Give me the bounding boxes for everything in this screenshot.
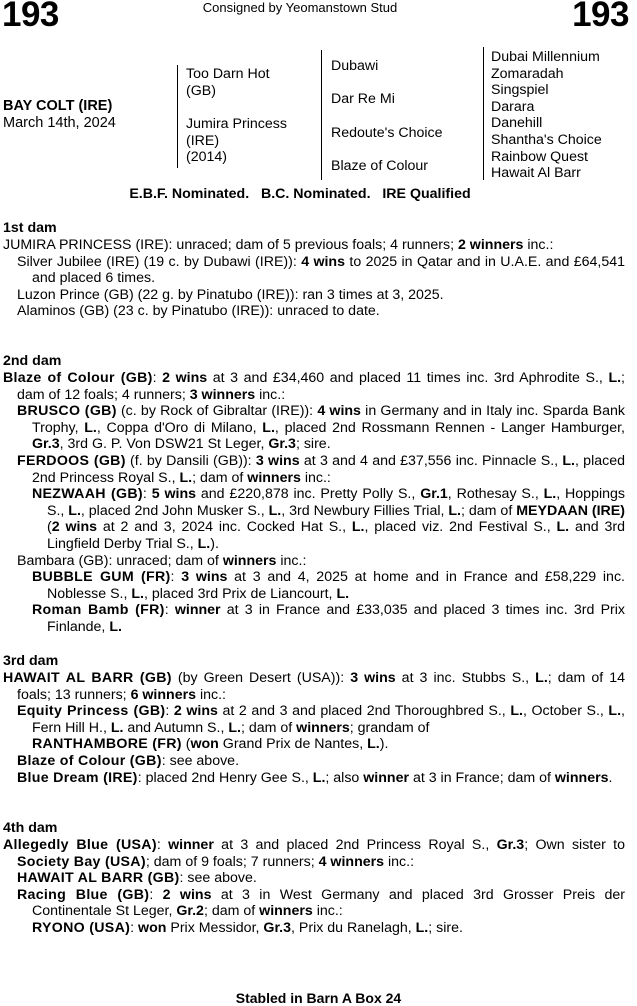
dam-entry: HAWAIT AL BARR (GB) (by Green Desert (USA)): 3 wins at 3 inc. Stubbs S., L.; dam of 14 foals; 13 runners; 6 winners inc.:: [3, 670, 626, 703]
produce-entry: Blue Dream (IRE): placed 2nd Henry Gee S., L.; also winner at 3 in France; dam of winners.: [17, 769, 613, 786]
produce-entry: Blaze of Colour (GB): see above.: [17, 752, 240, 769]
first-dam-heading: 1st dam: [3, 220, 57, 236]
great-grandparent: Hawait Al Barr: [491, 165, 581, 182]
dam-year: (2014): [186, 149, 228, 166]
great-grandparent: Shantha's Choice: [491, 131, 602, 148]
dam-entry: Blaze of Colour (GB): 2 wins at 3 and £34,460 and placed 11 times inc. 3rd Aphrodite S., L.; dam of 12 foals; 4 runners; 3 winners inc.:: [3, 370, 625, 403]
great-grandparent: Darara: [491, 98, 535, 115]
third-dam-heading: 3rd dam: [3, 653, 59, 669]
grandparent-4: Blaze of Colour: [331, 158, 428, 174]
fourth-dam-heading: 4th dam: [3, 820, 58, 836]
dam-country: (IRE): [186, 132, 220, 149]
produce-entry: RANTHAMBORE (FR) (won Grand Prix de Nantes, L.).: [32, 736, 389, 753]
great-grandparent: Zomaradah: [491, 65, 564, 82]
great-grandparent: Rainbow Quest: [491, 148, 588, 165]
stabled-info: Stabled in Barn A Box 24: [235, 990, 402, 1006]
produce-entry: Alaminos (GB) (23 c. by Pinatubo (IRE)): unraced to date.: [17, 303, 380, 320]
produce-entry: Bambara (GB): unraced; dam of winners inc.:: [17, 552, 307, 569]
grandparent-3: Redoute's Choice: [331, 125, 443, 141]
pedigree-bracket-2: [321, 50, 322, 180]
lot-number-left: 193: [2, 0, 59, 34]
produce-entry: RYONO (USA): won Prix Messidor, Gr.3, Prix du Ranelagh, L.; sire.: [32, 919, 463, 936]
pedigree-bracket-3: [483, 47, 484, 180]
consignor: Consigned by Yeomanstown Stud: [202, 0, 398, 15]
grandparent-2: Dar Re Mi: [331, 91, 395, 107]
sire-name: Too Darn Hot: [186, 66, 270, 82]
produce-entry: Luzon Prince (GB) (22 g. by Pinatubo (IRE)): ran 3 times at 3, 2025.: [17, 286, 444, 303]
produce-entry: Racing Blue (GB): 2 wins at 3 in West Germany and placed 3rd Grosser Preis der Continentale St Leger, Gr.2; dam of winners inc.:: [17, 886, 626, 920]
fourth-dam-block: [3, 837, 625, 937]
produce-entry: NEZWAAH (GB): 5 wins and £220,878 inc. Pretty Polly S., Gr.1, Rothesay S., L., Hoppings S., L., placed 2nd John Musker S., L., 3rd Newbury Fillies Trial, L.; dam of MEYDAAN (IRE) (2 wins at 2 and 3, 2024 inc. Cocked Hat S., L., placed viz. 2nd Festival S., L. and 3rd Lingfield Derby Trial S., L.).: [32, 486, 625, 552]
third-dam-block: [3, 670, 625, 786]
produce-entry: Equity Princess (GB): 2 wins at 2 and 3 and placed 2nd Thoroughbred S., L., October S., L., Fern Hill H., L. and Autumn S., L.; dam of winners; grandam of: [17, 703, 625, 736]
lot-number-right: 193: [572, 0, 629, 34]
produce-entry: BRUSCO (GB) (c. by Rock of Gibraltar (IRE)): 4 wins in Germany and in Italy inc. Sparda Bank Trophy, L., Coppa d'Oro di Milano, L., placed 2nd Rossmann Rennen - Langer Hamburger, Gr.3, 3rd G. P. Von DSW21 St Leger, Gr.3; sire.: [17, 403, 625, 453]
produce-entry: Silver Jubilee (IRE) (19 c. by Dubawi (IRE)): 4 wins to 2025 in Qatar and in U.A.E. and £64,541 and placed 6 times.: [17, 253, 625, 287]
great-grandparent: Singspiel: [491, 82, 549, 99]
dam: [186, 116, 287, 166]
dam-entry: Allegedly Blue (USA): winner at 3 and placed 2nd Princess Royal S., Gr.3; Own sister to Society Bay (USA); dam of 9 foals; 7 runners; 4 winners inc.:: [3, 837, 625, 870]
great-grandparent: Dubai Millennium: [491, 49, 600, 65]
dam-entry: JUMIRA PRINCESS (IRE): unraced; dam of 5 previous foals; 4 runners; 2 winners inc.:: [3, 237, 554, 253]
sire: [186, 66, 270, 99]
great-grandparents: [491, 49, 602, 182]
nominations: [0, 186, 600, 203]
horse-dob: March 14th, 2024: [3, 115, 116, 131]
sire-country: (GB): [186, 82, 216, 99]
second-dam-block: [3, 370, 625, 636]
first-dam-block: [3, 237, 625, 320]
great-grandparent: Danehill: [491, 115, 543, 132]
second-dam-heading: 2nd dam: [3, 353, 62, 369]
produce-entry: HAWAIT AL BARR (GB): see above.: [17, 870, 257, 887]
dam-name: Jumira Princess: [186, 116, 287, 132]
nominations-text: E.B.F. Nominated. B.C. Nominated. IRE Qualified: [129, 186, 471, 202]
produce-entry: FERDOOS (GB) (f. by Dansili (GB)): 3 wins at 3 and 4 and £37,556 inc. Pinnacle S., L., placed 2nd Princess Royal S., L.; dam of winners inc.:: [17, 452, 625, 486]
pedigree-bracket-1: [177, 65, 178, 168]
produce-entry: Roman Bamb (FR): winner at 3 in France and £33,035 and placed 3 times inc. 3rd Prix Finlande, L.: [32, 602, 626, 635]
grandparent-1: Dubawi: [331, 58, 379, 74]
horse-name: BAY COLT (IRE): [3, 98, 113, 114]
produce-entry: BUBBLE GUM (FR): 3 wins at 3 and 4, 2025 at home and in France and £58,229 inc. Noblesse S., L., placed 3rd Prix de Liancourt, L.: [32, 569, 625, 602]
